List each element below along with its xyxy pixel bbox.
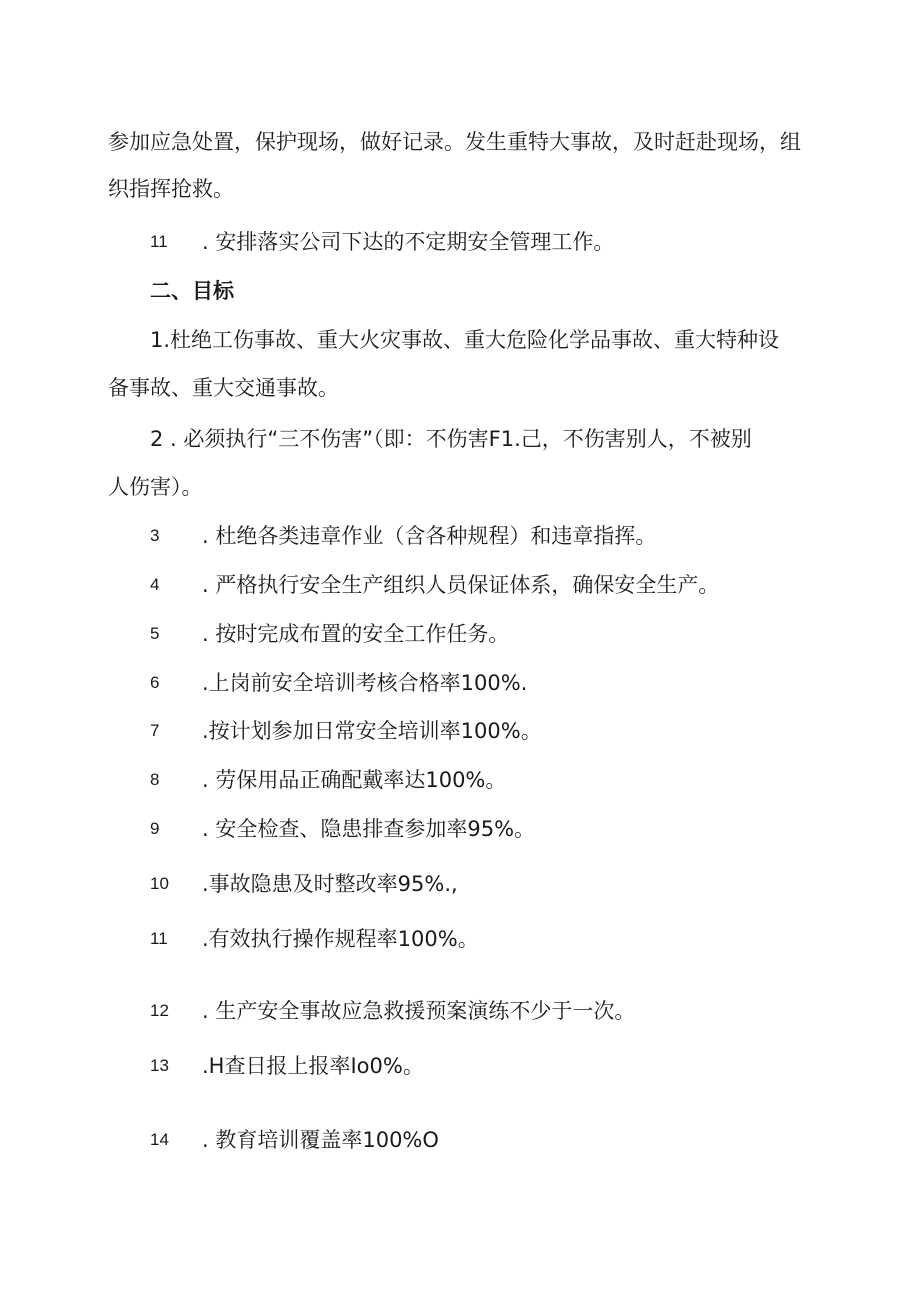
item-number: 3: [150, 526, 160, 545]
item-text: . 安全检查、隐患排查参加率95%。: [202, 817, 536, 841]
item-text: . 教育培训覆盖率100%O: [202, 1128, 439, 1152]
paragraph-line: 织指挥抢救。: [108, 177, 234, 201]
item-number: 6: [150, 673, 160, 692]
item-text: . 生产安全事故应急救援预案演练不少于一次。: [202, 999, 636, 1023]
paragraph-line: 人伤害）。: [108, 475, 203, 499]
item-number: 11: [150, 929, 168, 948]
item-number: 12: [150, 1001, 169, 1020]
item-number: 5: [150, 624, 160, 643]
item-text: .H查日报上报率Io0%。: [202, 1054, 424, 1078]
paragraph-line: 1.杜绝工伤事故、重大火灾事故、重大危险化学品事故、重大特种设: [150, 328, 780, 352]
item-text: . 安排落实公司下达的不定期安全管理工作。: [202, 230, 615, 254]
item-text: .有效执行操作规程率100%。: [202, 927, 479, 951]
paragraph-line: 2 . 必须执行“三不伤害”（即：不伤害F1.己，不伤害别人，不被别: [150, 427, 752, 451]
item-number: 11: [150, 232, 168, 251]
item-text: .按计划参加日常安全培训率100%。: [202, 719, 542, 743]
item-text: . 杜绝各类违章作业（含各种规程）和违章指挥。: [202, 524, 657, 548]
item-number: 7: [150, 721, 160, 740]
item-number: 13: [150, 1056, 169, 1075]
item-number: 14: [150, 1130, 169, 1149]
paragraph-line: 备事故、重大交通事故。: [108, 376, 339, 400]
item-text: . 严格执行安全生产组织人员保证体系，确保安全生产。: [202, 573, 720, 597]
item-number: 8: [150, 770, 160, 789]
section-heading: 二、目标: [150, 279, 234, 303]
paragraph-line: 参加应急处置，保护现场，做好记录。发生重特大事故，及时赶赴现场，组: [108, 130, 801, 154]
item-text: .事故隐患及时整改率95%.,: [202, 872, 458, 896]
item-text: .上岗前安全培训考核合格率100%.: [202, 671, 528, 695]
item-text: . 按时完成布置的安全工作任务。: [202, 622, 510, 646]
item-number: 9: [150, 819, 160, 838]
item-text: . 劳保用品正确配戴率达100%。: [202, 768, 507, 792]
item-number: 10: [150, 874, 169, 893]
item-number: 4: [150, 575, 160, 594]
